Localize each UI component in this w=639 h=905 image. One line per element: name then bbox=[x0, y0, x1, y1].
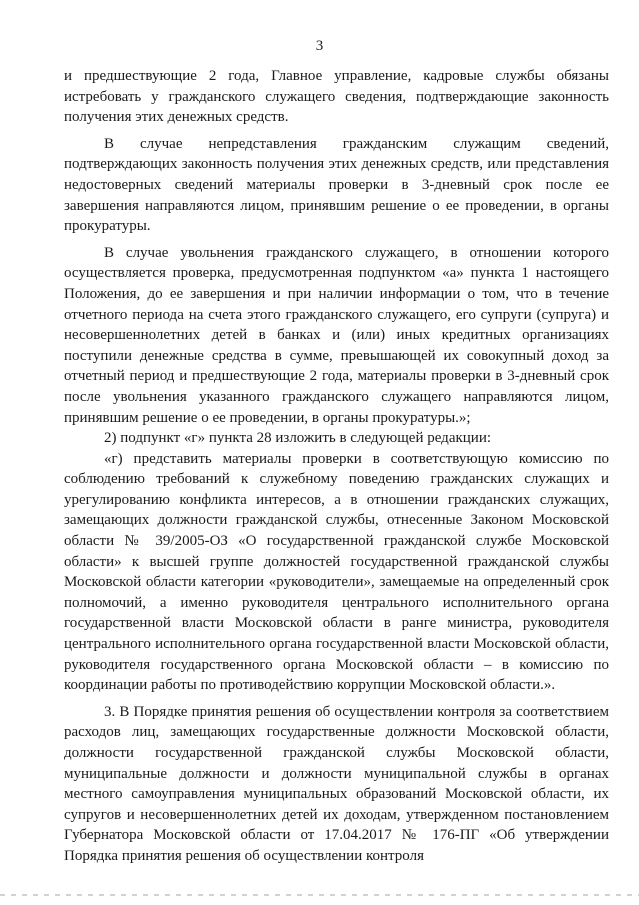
paragraph-p2: В случае непредставления гражданским служащим сведений, подтверждающих законность получения этих денежных средств, или представления недостоверных сведений материалы проверки в 3-дневный срок после ее завершения направляются лицом, принявшим решение о ее проведении, в органы прокуратуры. bbox=[64, 135, 609, 235]
paragraph-p4: 2) подпункт «г» пункта 28 изложить в следующей редакции: bbox=[104, 430, 492, 447]
scan-edge-artifact bbox=[0, 894, 639, 896]
paragraph-p1: и предшествующие 2 года, Главное управление, кадровые службы обязаны истребовать у гражданского служащего сведения, подтверждающие законность получения этих денежных средств. bbox=[64, 68, 609, 126]
paragraph-p5: «г) представить материалы проверки в соответствующую комиссию по соблюдению требований к служебному поведению гражданских служащих и урегулированию конфликта интересов, а в отношении гражданских служащих, замещающих должности гражданской службы, отнесенные Законом Московской области № 39/2005-ОЗ «О государственной гражданской службе Московской области» к высшей группе должностей государственной гражданской службы Московской области категории «руководители», замещаемые на определенный срок полномочий, а именно руководителя центрального исполнительного органа государственной власти Московской области в ранге министра, руководителя центрального исполнительного органа государственной власти Московской области, руководителя государственного органа Московской области – в комиссию по координации работы по противодействию коррупции Московской области.». bbox=[64, 450, 609, 694]
document-body bbox=[64, 66, 609, 867]
page-number: 3 bbox=[315, 38, 324, 54]
paragraph-p3: В случае увольнения гражданского служащего, в отношении которого осуществляется проверка, предусмотренная подпунктом «а» пункта 1 настоящего Положения, до ее завершения и при наличии информации о том, что в течение отчетного периода на счета этого гражданского служащего, его супруги (супруга) и несовершеннолетних детей в банках и (или) иных кредитных организациях поступили денежные средства в сумме, превышающей их совокупный доход за отчетный период и предшествующие 2 года, материалы проверки в 3-дневный срок после увольнения указанного гражданского служащего направляются лицом, принявшим решение о ее проведении, в органы прокуратуры.»; bbox=[64, 244, 609, 426]
paragraph-p6: 3. В Порядке принятия решения об осуществлении контроля за соответствием расходов лиц, замещающих государственные должности Московской области, должности государственной гражданской службы Московской области, муниципальные должности и должности муниципальной службы в органах местного самоуправления муниципальных образований Московской области, их супругов и несовершеннолетних детей их доходам, утвержденном постановлением Губернатора Московской области от 17.04.2017 № 176-ПГ «Об утверждении Порядка принятия решения об осуществлении контроля bbox=[64, 703, 609, 864]
